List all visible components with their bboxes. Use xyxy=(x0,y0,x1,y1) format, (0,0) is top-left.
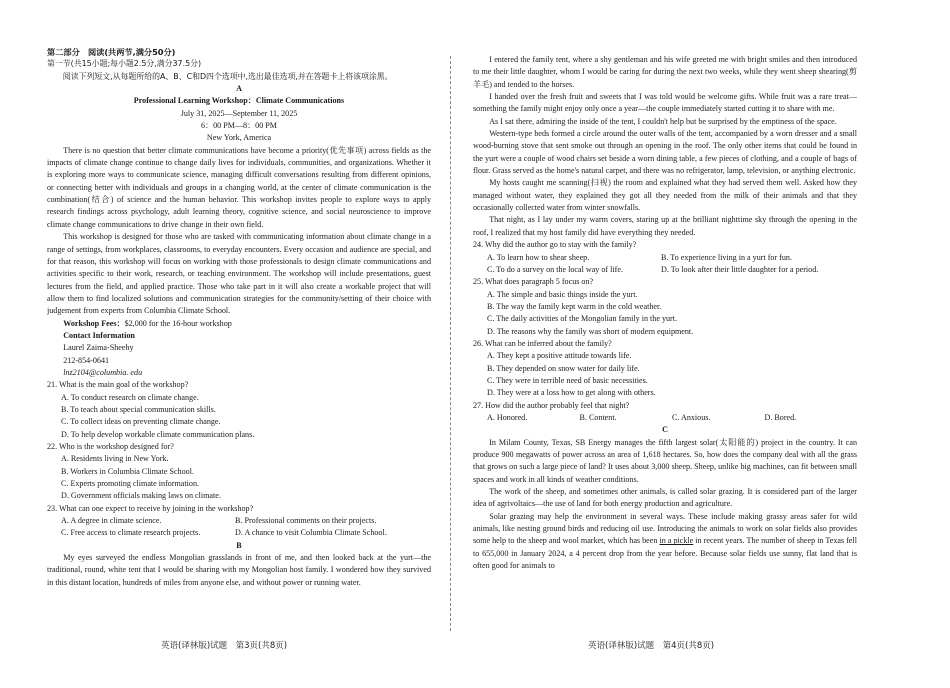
column-divider xyxy=(450,56,451,631)
q26-option-c: C. They were in terrible need of basic necessities. xyxy=(487,375,648,385)
question-23: 23. What can one expect to receive by joining in the workshop? xyxy=(47,503,254,513)
q27-option-b: B. Content. xyxy=(579,412,617,422)
passage-c-paragraph-1: In Milam County, Texas, SB Energy manages the fifth largest solar(太阳能的) project in the country. It can produce 900 megawatts of power across an area of 1,618 hectares. So, how does the company deal with all the grass that grows on such a large piece of land? It uses about 3,000 sheep. Sheep, unlike big machines, can fit between small spaces and work in all kinds of weather conditions. xyxy=(473,437,857,484)
q24-options-row-2 xyxy=(473,264,857,276)
contact-email: lnz2104@columbia. edu xyxy=(63,367,143,377)
section-title: 第二部分 阅读(共两节,满分50分) xyxy=(47,47,176,57)
q23-options-row-2 xyxy=(47,527,431,539)
passage-b-letter: B xyxy=(236,540,242,550)
fees-label: Workshop Fees： xyxy=(63,318,125,328)
passage-b-paragraph-4: As I sat there, admiring the inside of the tent, I couldn't help but be surprised by the emptiness of the space. xyxy=(489,116,837,126)
workshop-dates: July 31, 2025—September 11, 2025 xyxy=(180,108,298,118)
q24-options-row-1 xyxy=(473,252,857,264)
question-25: 25. What does paragraph 5 focus on? xyxy=(473,277,594,287)
q21-option-d: D. To help develop workable climate communication plans. xyxy=(61,429,255,439)
passage-b-paragraph-5: Western-type beds formed a circle around the outer walls of the tent, accompanied by a worn dresser and a small wood-burning stove that sent smoke out through an opening in the roof. The only other items that could be found in the yurt were a couple of wood chairs set beside a worn dining table, a few pieces of clothing, and a couple of bags of flour. Grass served as the home's natural carpet, and there was no refrigerator, lamp, television, or anything electronic. xyxy=(473,129,857,176)
q23-option-c: C. Free access to climate research projects. xyxy=(61,528,201,538)
q22-option-b: B. Workers in Columbia Climate School. xyxy=(61,466,194,476)
question-26: 26. What can be inferred about the family? xyxy=(473,338,612,348)
q23-options-row-1 xyxy=(47,515,431,527)
q24-option-b: B. To experience living in a yurt for fun. xyxy=(661,252,792,262)
q26-option-b: B. They depended on snow water for daily life. xyxy=(487,363,640,373)
passage-b-paragraph-2: I entered the family tent, where a shy gentleman and his wife greeted me with bright smiles and then introduced to me their little daughter, whom I would be caring for during the next two weeks, while they went sheep shearing(剪羊毛) and tended to the horses. xyxy=(473,55,857,89)
left-column xyxy=(47,46,431,634)
q26-option-d: D. They were at a loss how to get along with others. xyxy=(487,388,656,398)
passage-a-letter: A xyxy=(236,84,242,94)
right-column xyxy=(473,54,857,632)
passage-a-paragraph-1: There is no question that better climate communications have become a priority(优先事项) across fields as the impacts of climate change continue to change daily lives for individuals, communities, and organizations. Whether it is exploring more ways to communicate science, managing difficult conversations resulting from different opinions, or connecting better with individuals and groups in a changing world, at the center of climate communication is the combination(结合) of science and the human behavior. This workshop invites people to explore ways to apply research findings across psychology, adult learning theory, cognitive science, and social neuroscience to improve climate change communications to drive change in their own field. xyxy=(47,145,431,229)
workshop-title: Professional Learning Workshop：Climate Communications xyxy=(133,96,345,106)
contact-phone: 212-854-0641 xyxy=(63,355,110,365)
contact-name: Laurel Zaima-Sheehy xyxy=(63,343,134,353)
contact-label: Contact Information xyxy=(63,330,135,340)
passage-b-paragraph-1: My eyes surveyed the endless Mongolian grasslands in front of me, and then looked back at the yurt—the traditional, round, white tent that I would be sharing with my Mongolian host family. I wondered how they survived in this distant location, hundreds of miles from anyone else, and without power or running water. xyxy=(47,553,431,587)
fees-value: $2,000 for the 16-hour workshop xyxy=(124,318,232,328)
instructions: 阅读下列短文,从每题所给的A、B、C和D四个选项中,选出最佳选项,并在答题卡上将该项涂黑。 xyxy=(62,71,393,81)
q22-option-d: D. Government officials making laws on climate. xyxy=(61,491,221,501)
q27-options-row xyxy=(473,412,857,424)
c-p3-part-1: Solar grazing may help the environment in several ways. These include making grassy areas safer for wild animals, like nesting ground birds and reducing oil use. Introducing the animals to work on solar fields also provides some help to the sheep and wool market, which has been xyxy=(473,511,857,546)
underlined-phrase: in a pickle xyxy=(659,536,694,546)
q26-option-a: A. They kept a positive attitude towards life. xyxy=(487,351,632,361)
q21-option-b: B. To teach about special communication skills. xyxy=(61,404,216,414)
question-22: 22. Who is the workshop designed for? xyxy=(47,442,174,451)
passage-b-paragraph-3: I handed over the fresh fruit and sweets that I was told would be welcome gifts. While fruit was a rare treat—something the family might enjoy only once a year—the couple immediately started cutting it to share with me. xyxy=(473,92,857,114)
q25-option-a: A. The simple and basic things inside the yurt. xyxy=(487,289,638,299)
c-p3-part-2: in recent years. The number of sheep in Texas fell to 655,000 in January 2024, a 4 percent drop from the year before. Because solar fields use sunny, flat land that is often good for animals to xyxy=(473,536,857,571)
page-footer-right: 英语(译林版)试题 第4页(共8页) xyxy=(588,641,715,651)
q25-option-b: B. The way the family kept warm in the cold weather. xyxy=(487,301,662,311)
workshop-time: 6：00 PM—8：00 PM xyxy=(200,121,277,131)
question-27: 27. How did the author probably feel that night? xyxy=(473,400,630,410)
q21-option-a: A. To conduct research on climate change. xyxy=(61,392,199,402)
workshop-fees xyxy=(47,318,431,330)
q25-option-d: D. The reasons why the family was short of modern equipment. xyxy=(487,326,694,336)
q23-option-d: D. A chance to visit Columbia Climate School. xyxy=(235,528,387,538)
passage-c-letter: C xyxy=(662,425,668,435)
q25-option-c: C. The daily activities of the Mongolian family in the yurt. xyxy=(487,314,678,324)
q27-option-a: A. Honored. xyxy=(487,412,528,422)
q24-option-a: A. To learn how to shear sheep. xyxy=(487,252,590,262)
subsection-title: 第一节(共15小题;每小题2.5分,满分37.5分) xyxy=(47,59,202,69)
passage-c-paragraph-3 xyxy=(473,511,857,573)
workshop-place: New York, America xyxy=(206,133,272,143)
q27-option-d: D. Bored. xyxy=(764,412,797,422)
page-footer-left: 英语(译林版)试题 第3页(共8页) xyxy=(161,641,288,651)
question-21: 21. What is the main goal of the workshop? xyxy=(47,380,189,390)
passage-b-paragraph-6: My hosts caught me scanning(扫视) the room and explained what they had served them well. Asked how they managed without water, they explained they got all they needed from the milk of their animals and that they occasionally collected water from winter snowfalls. xyxy=(473,178,857,213)
q24-option-d: D. To look after their little daughter for a period. xyxy=(661,264,819,274)
q27-option-c: C. Anxious. xyxy=(672,412,711,422)
q23-option-b: B. Professional comments on their projects. xyxy=(235,516,377,526)
question-24: 24. Why did the author go to stay with the family? xyxy=(473,240,637,250)
q22-option-c: C. Experts promoting climate information. xyxy=(61,479,200,489)
q24-option-c: C. To do a survey on the local way of life. xyxy=(487,264,623,274)
passage-c-paragraph-2: The work of the sheep, and sometimes other animals, is called solar grazing. It is considered part of the larger idea of agrivoltaics—the use of land for both energy production and agriculture. xyxy=(473,487,857,509)
q21-option-c: C. To collect ideas on preventing climate change. xyxy=(61,417,221,427)
q22-option-a: A. Residents living in New York. xyxy=(61,454,169,464)
passage-b-paragraph-7: That night, as I lay under my warm covers, staring up at the brilliant nighttime sky through the opening in the roof, I realized that my host family did have everything they needed. xyxy=(473,215,857,237)
q23-option-a: A. A degree in climate science. xyxy=(61,516,162,526)
passage-a-paragraph-2: This workshop is designed for those who are tasked with communicating information about climate change in a range of settings, from workplaces, classrooms, to everyday encounters. Every occasion and audience are special, and for that reason, this workshop will focus on working with those professionals to design climate communications and activities specific to their work, research, or teaching environment. The workshop will include presentations, guest lectures from the field, and applied practice. Those who take part in it will also create a workable project that will allow them to find localized solutions and communication strategies for the community/setting of their choice with judgement from experts from Columbia Climate School. xyxy=(47,232,431,316)
